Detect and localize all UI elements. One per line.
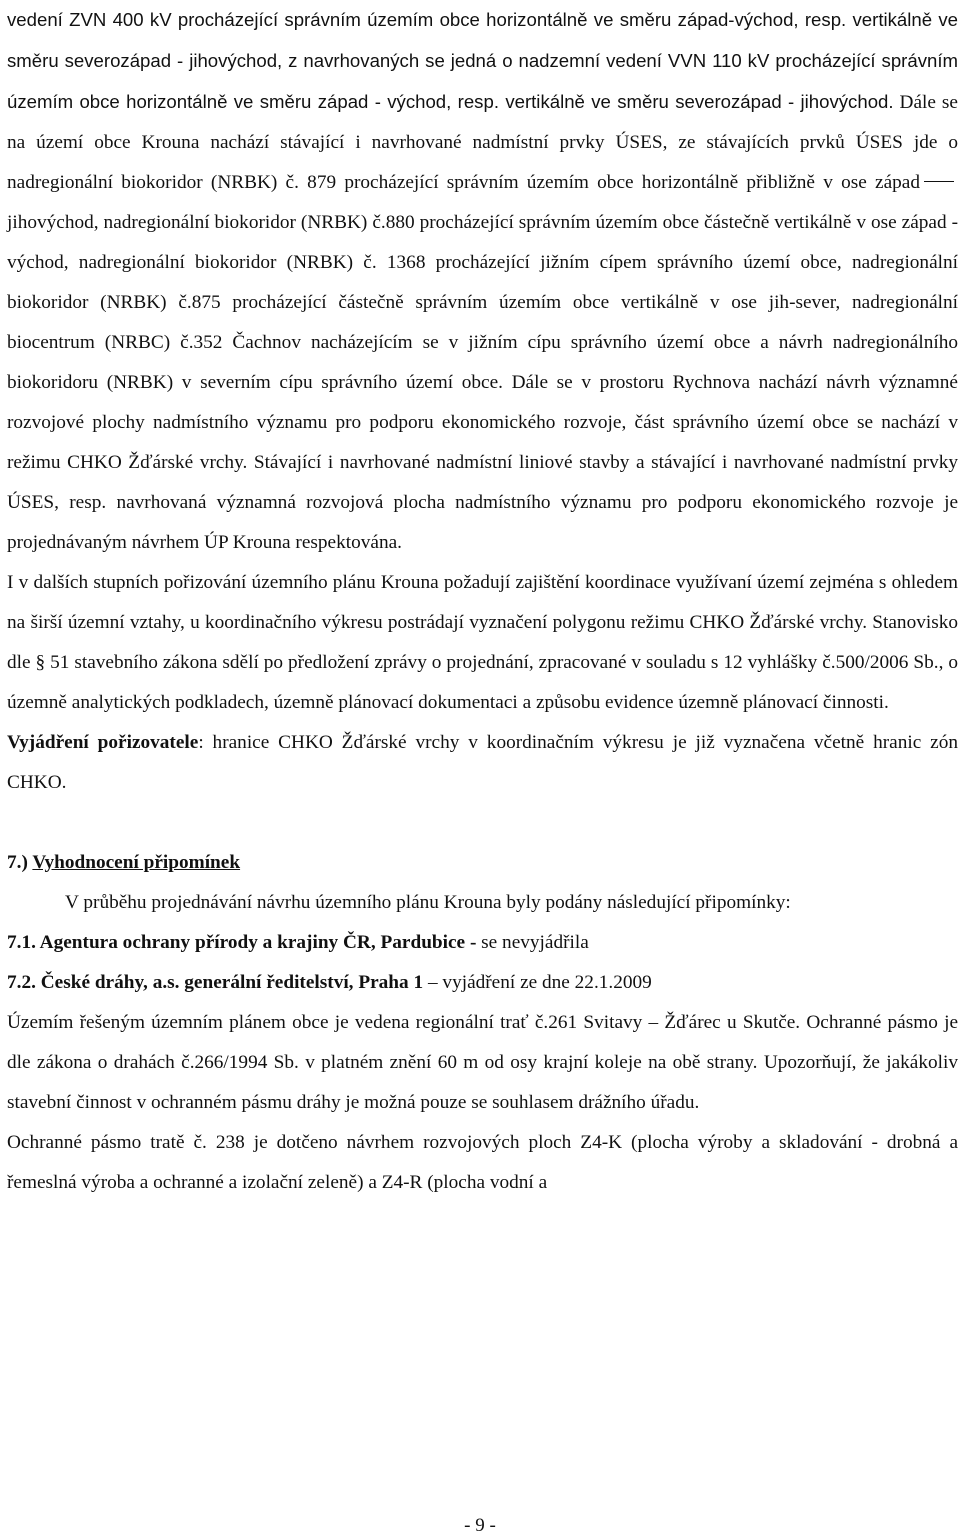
statement-label: Vyjádření pořizovatele bbox=[7, 732, 199, 753]
paragraph-coordination: I v dalších stupních pořizování územního plánu Krouna požadují zajištění koordinace využívaní území zejména s ohledem na širší územní vztahy, u koordinačního výkresu postrádají vyznačení polygonu režimu CHKO Žďárské vrchy. Stanovisko dle § 51 stavebního zákona sdělí po předložení zprávy o projednání, zpracované v souladu s 12 vyhlášky č.500/2006 Sb., o územně analytických podkladech, územně plánovací dokumentaci a způsobu evidence územně plánovací činnosti. bbox=[7, 572, 958, 713]
paragraph-serif-segment-2: jihovýchod, nadregionální biokoridor (NRBK) č.880 procházející správním územím obce částečně vertikálně v ose západ - východ, nadregionální biokoridor (NRBK) č. 1368 procházející jižním cípem správního území obce, nadregionální biokoridor (NRBK) č.875 procházející částečně správním územím obce vertikálně v ose jih-sever, nadregionální biocentrum (NRBC) č.352 Čachnov nacházejícím se v jižním cípu správního území obce a návrh nadregionálního biokoridoru (NRBK) v severním cípu správního území obce. Dále se v prostoru Rychnova nachází návrh významné rozvojové plochy nadmístního významu pro podporu ekonomického rozvoje, část správního území obce se nachází v režimu CHKO Žďárské vrchy. Stávající i navrhované nadmístní liniové stavby a stávající i navrhované nadmístní prvky ÚSES, resp. navrhovaná významná rozvojová plocha nadmístního významu pro podporu ekonomického rozvoje je projednávaným návrhem ÚP Krouna respektována. bbox=[7, 212, 958, 553]
item-7-2-text: vyjádření ze dne 22.1.2009 bbox=[437, 972, 652, 993]
section-title: Vyhodnocení připomínek bbox=[32, 852, 241, 873]
paragraph-comments-intro: V průběhu projednávání návrhu územního plánu Krouna byly podány následující připomínky: bbox=[65, 892, 791, 913]
item-7-1-text: se nevyjádřila bbox=[476, 932, 589, 953]
paragraph-infrastructure-uses bbox=[7, 0, 958, 563]
paragraph-railway: Územím řešeným územním plánem obce je vedena regionální trať č.261 Svitavy – Žďárec u Skutče. Ochranné pásmo je dle zákona o drahách č.266/1994 Sb. v platném znění 60 m od osy krajní koleje na obě strany. Upozorňují, že jakákoliv stavební činnost v ochranném pásmu dráhy je možná pouze se souhlasem drážního úřadu. bbox=[7, 1012, 958, 1113]
paragraph-sans-segment: vedení ZVN 400 kV procházející správním územím obce horizontálně ve směru západ-východ, resp. vertikálně ve směru severozápad - jihovýchod, z navrhovaných se jedná o nadzemní vedení VVN 110 kV procházející správním územím obce horizontálně ve směru západ - východ, resp. vertikálně ve směru severozápad - jihovýchod. bbox=[7, 9, 958, 112]
document-page bbox=[7, 0, 958, 1203]
statement-text: : hranice CHKO Žďárské vrchy v koordinačním výkresu je již vyznačena včetně hranic zón CHKO. bbox=[7, 732, 958, 793]
paragraph-statement bbox=[7, 723, 958, 803]
item-7-2-dash: – bbox=[427, 972, 438, 993]
spacer bbox=[7, 803, 958, 843]
dash-line bbox=[924, 181, 954, 182]
item-7-2-title: 7.2. České dráhy, a.s. generální ředitelství, Praha 1 bbox=[7, 972, 424, 993]
paragraph-serif-segment: Dále se na území obce Krouna nachází stávající i navrhované nadmístní prvky ÚSES, ze stávajících prvků ÚSES jde o nadregionální biokoridor (NRBK) č. 879 procházející správním územím obce horizontálně přibližně v ose západ bbox=[7, 92, 958, 193]
paragraph-protection-zone: Ochranné pásmo tratě č. 238 je dotčeno návrhem rozvojových ploch Z4-K (plocha výroby a skladování - drobná a řemeslná výroba a ochranné a izolační zeleně) a Z4-R (plocha vodní a bbox=[7, 1132, 958, 1193]
item-7-1-title: 7.1. Agentura ochrany přírody a krajiny ČR, Pardubice - bbox=[7, 932, 477, 953]
section-heading bbox=[7, 843, 958, 883]
item-7-1 bbox=[7, 923, 958, 963]
item-7-2 bbox=[7, 963, 958, 1003]
page-number: - 9 - bbox=[464, 1515, 496, 1536]
section-number: 7.) bbox=[7, 852, 28, 873]
